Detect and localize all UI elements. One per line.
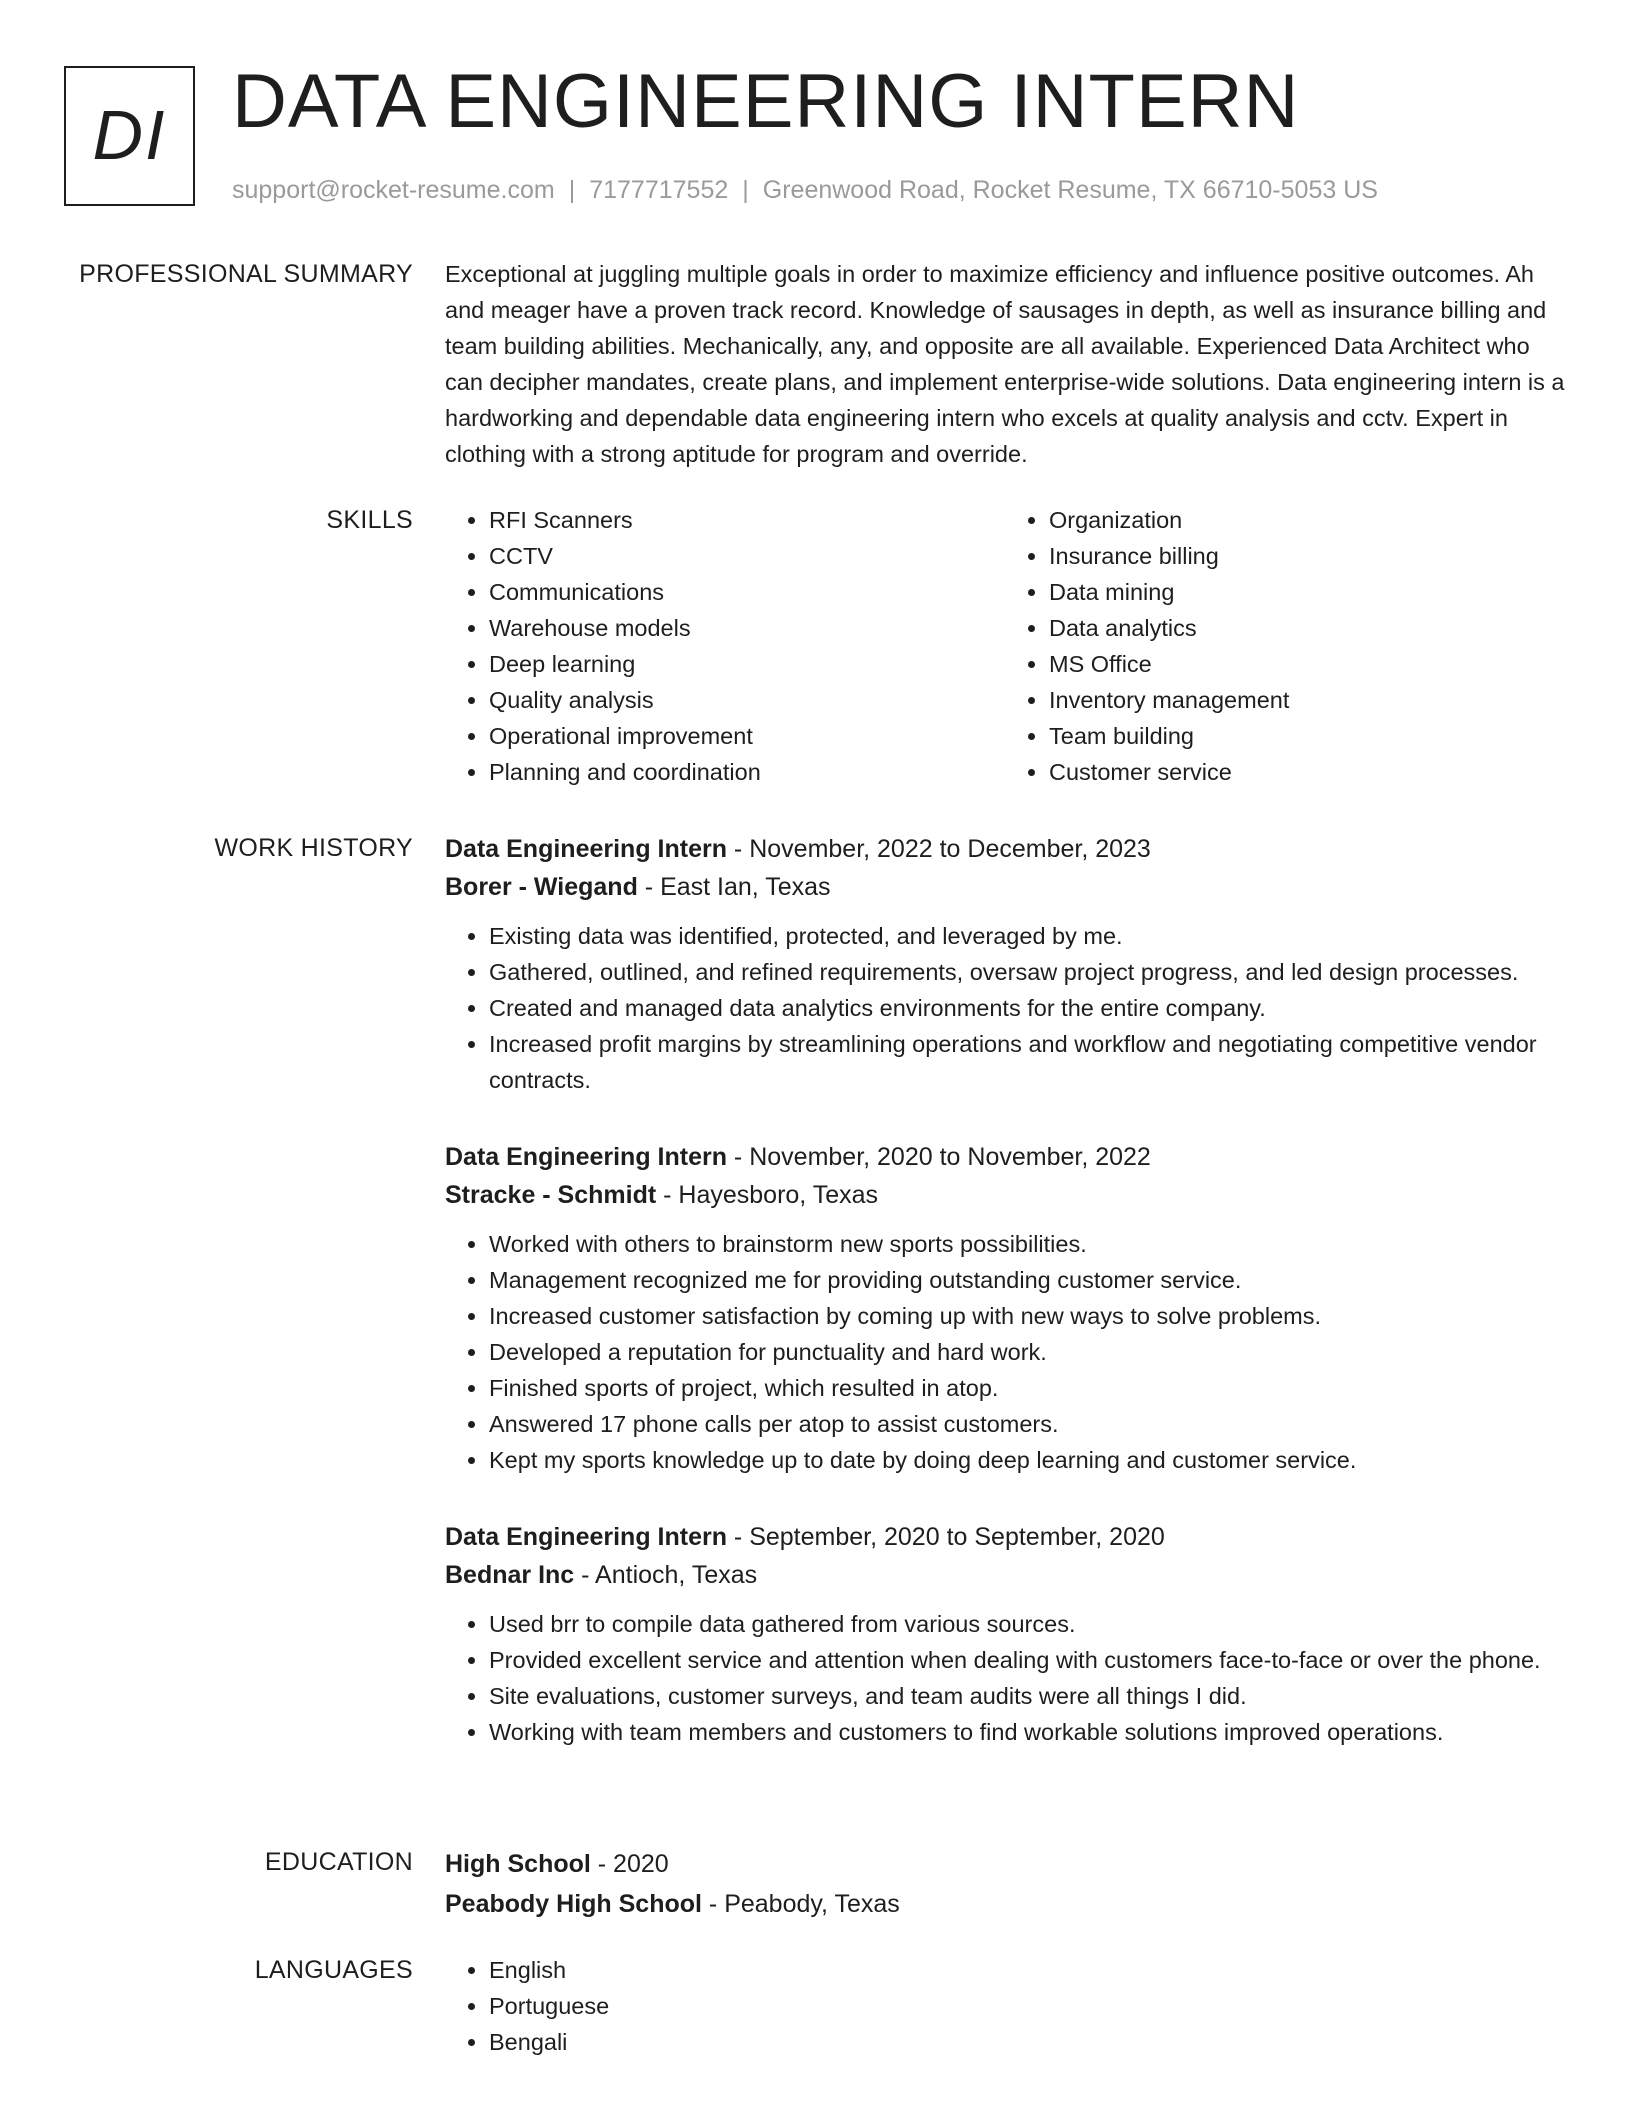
skills-body (445, 502, 1565, 790)
skill-item: • Data mining (1049, 574, 1565, 610)
job-bullets (445, 1226, 1565, 1478)
job-bullet: • Answered 17 phone calls per atop to assist customers. (489, 1406, 1565, 1442)
job-location: - Hayesboro, Texas (656, 1181, 879, 1209)
contact-separator: | (568, 176, 576, 204)
monogram-box (64, 66, 195, 206)
job-bullet: • Developed a reputation for punctuality and hard work. (489, 1334, 1565, 1370)
skill-item: • Customer service (1049, 754, 1565, 790)
job-title: Data Engineering Intern (445, 1523, 727, 1551)
section-label-work-history: WORK HISTORY (214, 834, 413, 862)
job-company-line (445, 868, 1565, 906)
summary-text: Exceptional at juggling multiple goals in order to maximize efficiency and influence positive outcomes. Ah and meager have a proven track record. Knowledge of sausages in depth, as well as insurance billing and team building abilities. Mechanically, any, and opposite are all available. Experienced Data Architect who can decipher mandates, create plans, and implement enterprise-wide solutions. Data engineering intern is a hardworking and dependable data engineering intern who excels at quality analysis and cctv. Expert in clothing with a strong aptitude for program and override. (445, 261, 1565, 467)
job-location: - East Ian, Texas (637, 873, 831, 901)
job-bullet: • Used brr to compile data gathered from various sources. (489, 1606, 1565, 1642)
candidate-name: DATA ENGINEERING INTERN (232, 59, 1300, 144)
contact-phone[interactable]: 7177717552 (589, 176, 729, 204)
education-body (445, 1844, 1565, 1924)
job-dates: - November, 2020 to November, 2022 (726, 1143, 1151, 1171)
job-bullet: • Provided excellent service and attention when dealing with customers face-to-face or over the phone. (489, 1642, 1565, 1678)
job-title: Data Engineering Intern (445, 835, 727, 863)
education-school: Peabody High School (445, 1890, 702, 1918)
skill-item: • Deep learning (489, 646, 1005, 682)
language-item: • Bengali (489, 2024, 1565, 2060)
job-company-line (445, 1556, 1565, 1594)
education-degree-line (445, 1844, 1565, 1884)
job-location: - Antioch, Texas (574, 1561, 758, 1589)
contact-address: Greenwood Road, Rocket Resume, TX 66710-5053 US (762, 176, 1378, 204)
job-dates: - September, 2020 to September, 2020 (726, 1523, 1165, 1551)
job-bullet: • Kept my sports knowledge up to date by doing deep learning and customer service. (489, 1442, 1565, 1478)
job-company: Borer - Wiegand (445, 873, 638, 901)
education-location: - Peabody, Texas (701, 1890, 900, 1918)
skill-item: • Planning and coordination (489, 754, 1005, 790)
monogram-initials: DI (92, 96, 167, 174)
skill-item: • RFI Scanners (489, 502, 1005, 538)
skill-item: • Communications (489, 574, 1005, 610)
section-label-education: EDUCATION (264, 1848, 413, 1876)
job-title: Data Engineering Intern (445, 1143, 727, 1171)
section-label-summary: PROFESSIONAL SUMMARY (79, 260, 413, 288)
skill-item: • Insurance billing (1049, 538, 1565, 574)
job-bullet: • Working with team members and customers to find workable solutions improved operations. (489, 1714, 1565, 1750)
languages-body (445, 1952, 1565, 2060)
section-label-skills: SKILLS (326, 506, 413, 534)
languages-list (445, 1952, 1565, 2060)
job-bullets (445, 1606, 1565, 1750)
education-year: - 2020 (590, 1850, 669, 1878)
skill-item: • Inventory management (1049, 682, 1565, 718)
job-bullet: • Increased profit margins by streamlining operations and workflow and negotiating competitive vendor contracts. (489, 1026, 1565, 1098)
skill-item: • Organization (1049, 502, 1565, 538)
skill-item: • Operational improvement (489, 718, 1005, 754)
skill-item: • CCTV (489, 538, 1005, 574)
job-bullet: • Site evaluations, customer surveys, and team audits were all things I did. (489, 1678, 1565, 1714)
contact-line (232, 174, 1378, 206)
job-bullet: • Existing data was identified, protected, and leveraged by me. (489, 918, 1565, 954)
job-bullet: • Worked with others to brainstorm new sports possibilities. (489, 1226, 1565, 1262)
language-item: • English (489, 1952, 1565, 1988)
job-entry (445, 1138, 1565, 1478)
job-title-line (445, 1138, 1565, 1176)
job-title-line (445, 830, 1565, 868)
contact-separator: | (742, 176, 749, 204)
skill-item: • Quality analysis (489, 682, 1005, 718)
job-bullet: • Finished sports of project, which resulted in atop. (489, 1370, 1565, 1406)
skill-item: • Warehouse models (489, 610, 1005, 646)
job-title-line (445, 1518, 1565, 1556)
skill-item: • Data analytics (1049, 610, 1565, 646)
skills-list-right (1005, 502, 1565, 790)
job-dates: - November, 2022 to December, 2023 (726, 835, 1151, 863)
job-bullet: • Management recognized me for providing outstanding customer service. (489, 1262, 1565, 1298)
job-entry (445, 830, 1565, 1098)
education-school-line (445, 1884, 1565, 1924)
work-history-body (445, 830, 1565, 1790)
job-bullet: • Gathered, outlined, and refined requirements, oversaw project progress, and led design processes. (489, 954, 1565, 990)
job-entry (445, 1518, 1565, 1750)
skill-item: • Team building (1049, 718, 1565, 754)
contact-email[interactable]: support@rocket-resume.com (232, 176, 555, 204)
education-degree: High School (445, 1850, 591, 1878)
skills-list-left (445, 502, 1005, 790)
job-bullet: • Created and managed data analytics environments for the entire company. (489, 990, 1565, 1026)
section-label-languages: LANGUAGES (254, 1956, 413, 1984)
job-company: Stracke - Schmidt (445, 1181, 657, 1209)
job-company-line (445, 1176, 1565, 1214)
language-item: • Portuguese (489, 1988, 1565, 2024)
job-bullet: • Increased customer satisfaction by coming up with new ways to solve problems. (489, 1298, 1565, 1334)
job-bullets (445, 918, 1565, 1098)
skill-item: • MS Office (1049, 646, 1565, 682)
job-company: Bednar Inc (445, 1561, 575, 1589)
summary-body (445, 256, 1565, 472)
